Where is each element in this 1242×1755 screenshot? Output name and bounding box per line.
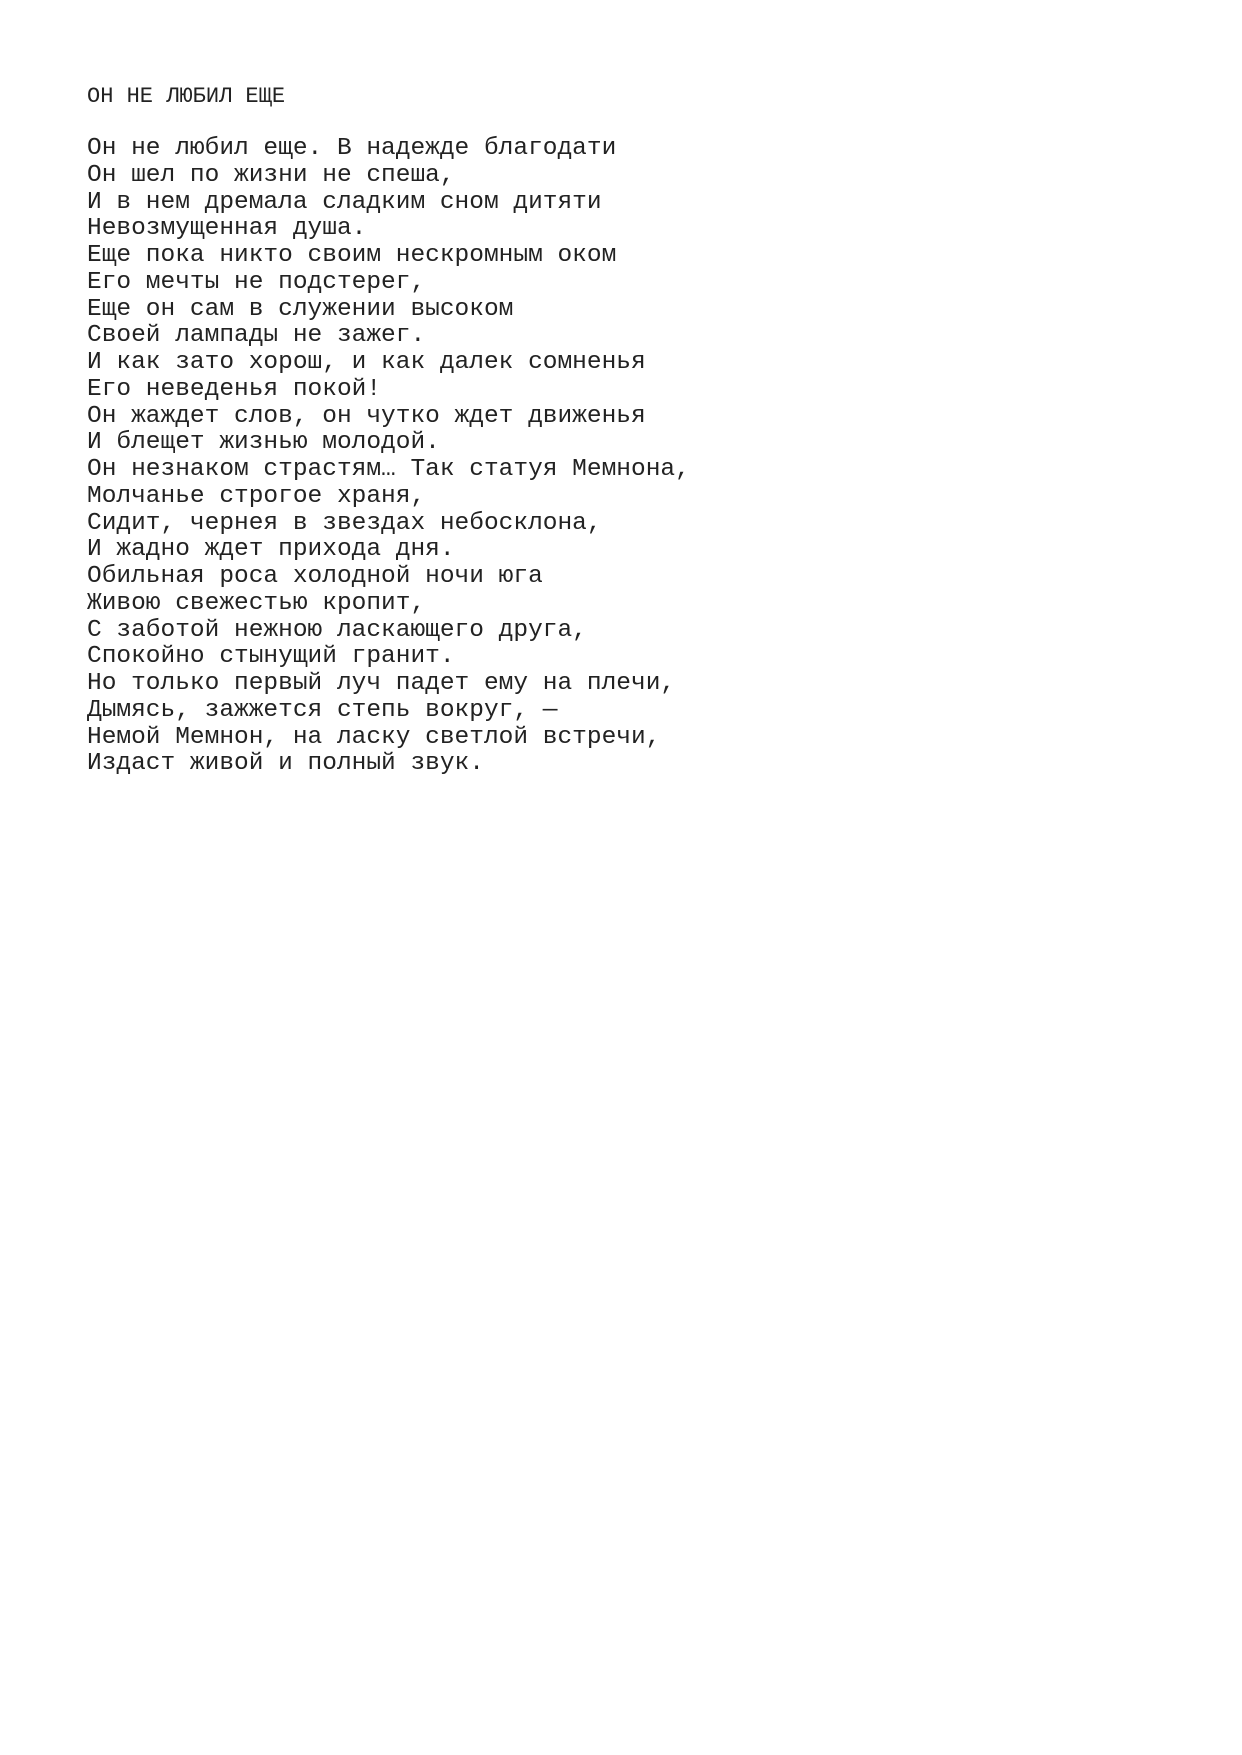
- poem-line: Он незнаком страстям… Так статуя Мемнона,: [87, 456, 690, 483]
- poem-line: Живою свежестью кропит,: [87, 589, 426, 617]
- poem-line: И в нем дремала сладким сном дитяти: [87, 188, 602, 216]
- poem-line: И блещет жизнью молодой.: [87, 429, 440, 457]
- poem-line: Обильная роса холодной ночи юга: [87, 563, 543, 590]
- poem-line: Спокойно стынущий гранит.: [87, 643, 455, 671]
- poem-line: Своей лампады не зажег.: [87, 322, 426, 350]
- poem-line: Его мечты не подстерег,: [87, 268, 426, 296]
- poem-line: Дымясь, зажжется степь вокруг, —: [87, 696, 558, 724]
- poem-line: Еще он сам в служении высоком: [87, 295, 514, 323]
- poem-line: Он жаждет слов, он чутко ждет движенья: [87, 402, 646, 430]
- poem-line: И жадно ждет прихода дня.: [87, 536, 455, 564]
- poem-line: Немой Мемнон, на ласку светлой встречи,: [87, 723, 661, 751]
- poem-line: Невозмущенная душа.: [87, 215, 367, 243]
- poem-line: И как зато хорош, и как далек сомненья: [87, 349, 646, 376]
- poem-line: Издаст живой и полный звук.: [87, 750, 484, 778]
- poem-body: [87, 136, 690, 778]
- poem-line: Сидит, чернея в звездах небосклона,: [87, 509, 602, 537]
- poem-line: Но только первый луч падет ему на плечи,: [87, 670, 676, 697]
- poem-line: Он не любил еще. В надежде благодати: [87, 135, 617, 162]
- poem-line: С заботой нежною ласкающего друга,: [87, 616, 587, 644]
- poem-line: Его неведенья покой!: [87, 375, 382, 403]
- poem-title: ОН НЕ ЛЮБИЛ ЕЩЕ: [87, 84, 286, 109]
- poem-line: Он шел по жизни не спеша,: [87, 161, 455, 189]
- poem-line: Еще пока никто своим нескромным оком: [87, 242, 617, 269]
- poem-line: Молчанье строгое храня,: [87, 482, 426, 510]
